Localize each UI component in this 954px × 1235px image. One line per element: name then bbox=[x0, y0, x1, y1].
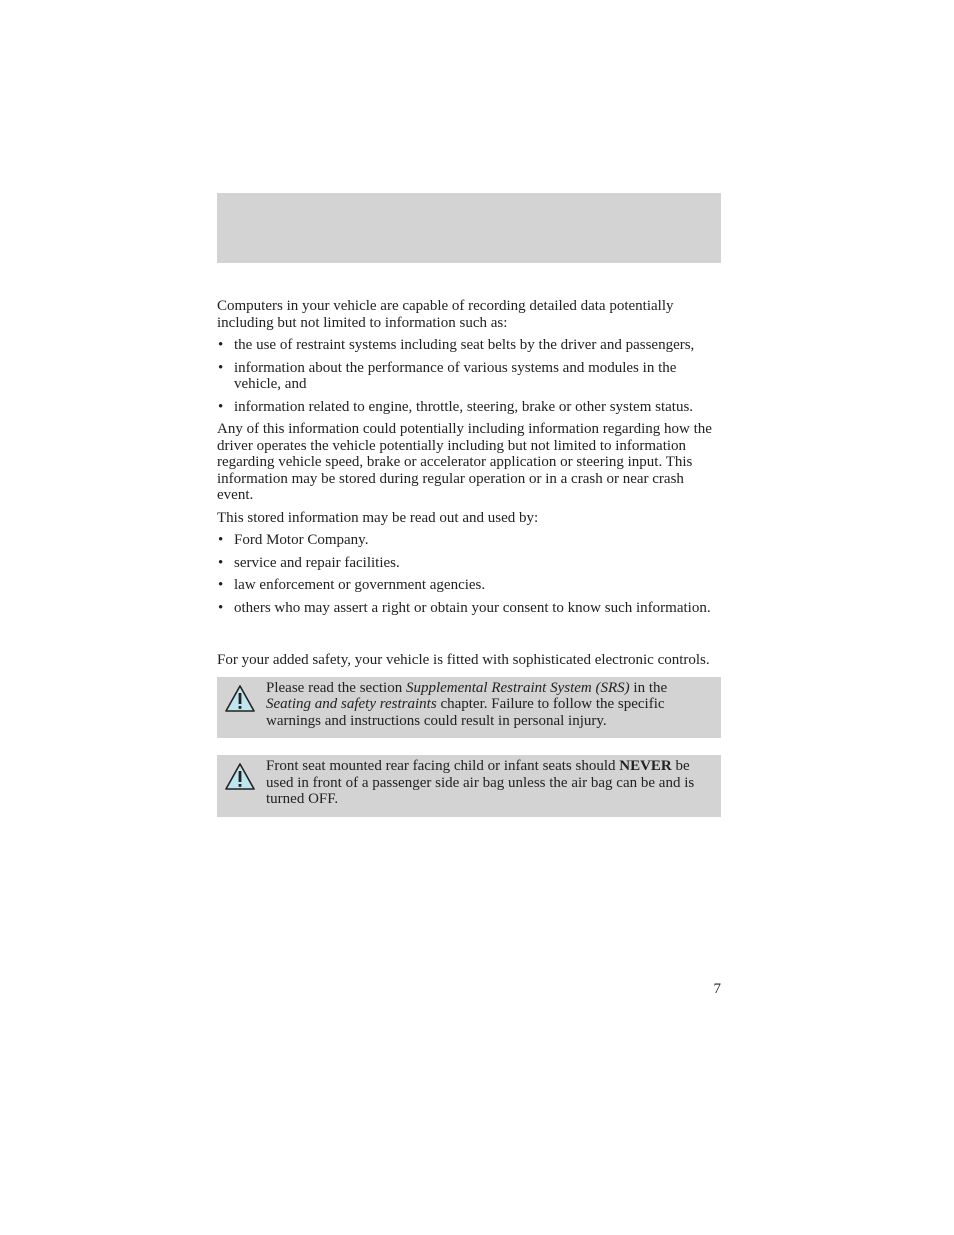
warning-triangle-icon bbox=[224, 762, 256, 792]
list-item: • Ford Motor Company. bbox=[217, 532, 721, 549]
child-seat-warning-box bbox=[217, 755, 721, 817]
list-item: • service and repair facilities. bbox=[217, 555, 721, 572]
header-band bbox=[217, 193, 721, 263]
intro-bullet-list bbox=[217, 337, 721, 415]
srs-warning-box bbox=[217, 677, 721, 739]
usage-paragraph: This stored information may be read out and used by: bbox=[217, 509, 539, 526]
warning-text-italic: Supplemental Restraint System (SRS) bbox=[405, 679, 630, 696]
warning-text: chapter. Failure to follow the specific warnings and instructions could result in personal injury. bbox=[266, 696, 665, 729]
warning-text-italic: Seating and safety restraints bbox=[266, 696, 437, 712]
list-item: • law enforcement or government agencies. bbox=[217, 577, 721, 594]
warning-text: Front seat mounted rear facing child or infant seats should bbox=[266, 758, 620, 774]
list-item: • information about the performance of various systems and modules in the vehicle, and bbox=[217, 360, 721, 393]
details-paragraph: Any of this information could potentially including information regarding how the driver operates the vehicle potentially including but not limited to information regarding vehicle speed, brake or accelerator application or steering input. This information may be stored during regular operation or in a crash or near crash event. bbox=[217, 421, 712, 503]
warning-text-bold: NEVER bbox=[619, 758, 672, 774]
warning-text: Please read the section bbox=[266, 679, 406, 696]
usage-bullet-list bbox=[217, 532, 721, 616]
warning-text: in the bbox=[629, 679, 668, 696]
warning-triangle-icon bbox=[224, 684, 256, 714]
safety-paragraph: For your added safety, your vehicle is fitted with sophisticated electronic controls. bbox=[217, 652, 710, 668]
intro-paragraph: Computers in your vehicle are capable of recording detailed data potentially including but not limited to information such as: bbox=[217, 298, 674, 331]
list-item: • others who may assert a right or obtain your consent to know such information. bbox=[217, 600, 721, 617]
list-item: • the use of restraint systems including seat belts by the driver and passengers, bbox=[217, 337, 721, 354]
warning-text: be used in front of a passenger side air bag unless the air bag can be and is turned OFF. bbox=[266, 758, 695, 807]
page-content bbox=[217, 298, 721, 817]
list-item: • information related to engine, throttle, steering, brake or other system status. bbox=[217, 399, 721, 416]
page-number: 7 bbox=[713, 981, 721, 997]
